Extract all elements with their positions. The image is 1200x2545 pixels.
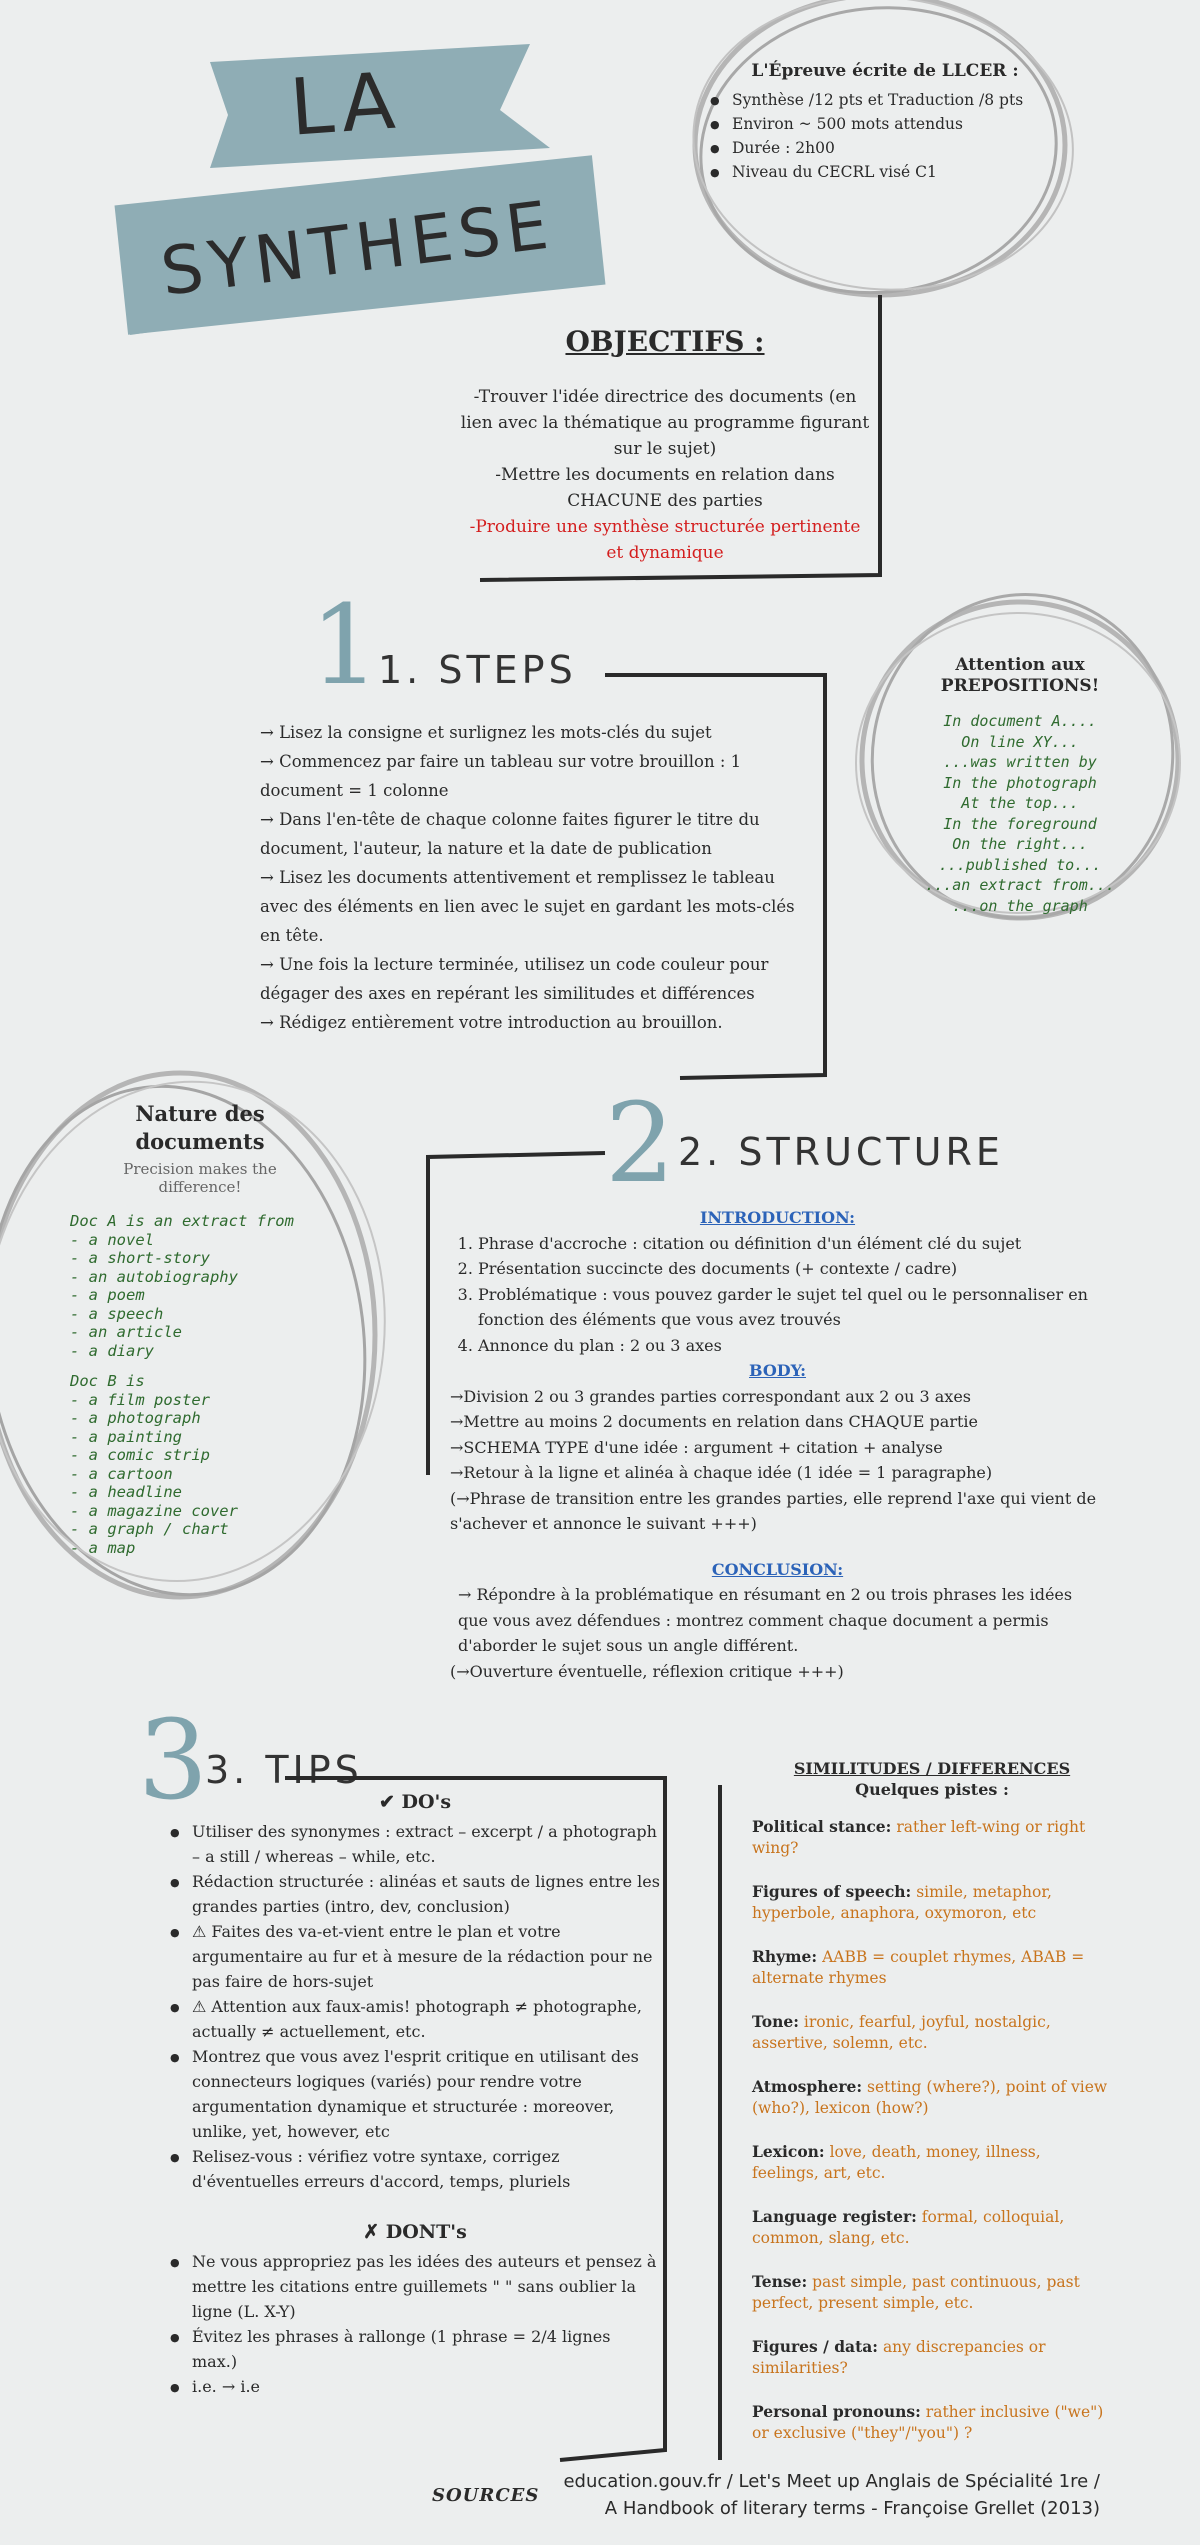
exam-item: ● Synthèse /12 pts et Traduction /8 pts — [710, 88, 1060, 112]
similitude-row — [752, 2336, 1112, 2379]
preposition-item: ...was written by — [943, 753, 1097, 771]
tips-box — [170, 1790, 660, 2399]
nature-item: - an autobiography — [70, 1267, 238, 1286]
similitude-value: simile, metaphor, hyperbole, anaphora, oxymoron, etc — [752, 1883, 1052, 1922]
preposition-item: At the top... — [961, 794, 1079, 812]
body-item: →Division 2 ou 3 grandes parties correspondant aux 2 ou 3 axes — [450, 1386, 971, 1406]
similitude-key: Figures of speech: — [752, 1882, 912, 1901]
similitude-row — [752, 2401, 1112, 2444]
prepositions-box — [900, 655, 1140, 916]
similitude-value: setting (where?), point of view (who?), lexicon (how?) — [752, 2078, 1108, 2117]
nature-item: - a film poster — [70, 1390, 210, 1409]
donts-head: ✗ DONT's — [363, 2221, 467, 2243]
nature-item: - a headline — [70, 1483, 182, 1501]
intro-list — [450, 1231, 1105, 1359]
prepositions-list — [900, 711, 1140, 916]
steps-item: → Rédigez entièrement votre introduction au brouillon. — [260, 1013, 723, 1032]
nature-item: - a comic strip — [70, 1446, 210, 1464]
preposition-item: ...an extract from... — [925, 876, 1115, 894]
sources-label: SOURCES — [432, 2485, 540, 2506]
similitude-key: Language register: — [752, 2207, 917, 2226]
dos-item: ● ⚠ Attention aux faux-amis! photograph ≠ photographe, actually ≠ actuellement, etc. — [170, 1994, 660, 2044]
similitude-row — [752, 2206, 1112, 2249]
objectifs-line1: -Trouver l'idée directrice des documents (en lien avec la thématique au programme figurant sur le sujet) — [460, 387, 870, 459]
dos-item: ● Utiliser des synonymes : extract – excerpt / a photograph – a still / whereas – while, etc. — [170, 1819, 660, 1869]
body-item: →Mettre au moins 2 documents en relation dans CHAQUE partie — [450, 1412, 978, 1431]
similitudes-box — [752, 1758, 1112, 2466]
dos-item: ● Montrez que vous avez l'esprit critique en utilisant des connecteurs logiques (variés) pour rendre votre argumentation dynamique et structurée : moreover, unlike, yet, however, etc — [170, 2044, 660, 2144]
similitude-key: Lexicon: — [752, 2142, 825, 2161]
donts-item: ● i.e. → i.e — [170, 2374, 660, 2399]
intro-item: 1. Phrase d'accroche : citation ou définition d'un élément clé du sujet — [478, 1231, 1105, 1257]
nature-item: - an article — [70, 1323, 182, 1341]
preposition-item: In the foreground — [943, 814, 1097, 833]
similitude-key: Atmosphere: — [752, 2077, 863, 2096]
similitudes-frame — [705, 1780, 745, 2470]
exam-item: ● Niveau du CECRL visé C1 — [710, 160, 1060, 184]
tips-number: 3 — [138, 1696, 208, 1824]
prepositions-title: Attention aux PREPOSITIONS! — [940, 655, 1100, 696]
similitude-row — [752, 1946, 1112, 1989]
exam-list — [710, 88, 1060, 184]
similitude-key: Tense: — [752, 2272, 808, 2291]
exam-box — [710, 58, 1060, 184]
preposition-item: In document A.... — [943, 712, 1097, 730]
intro-item: 2. Présentation succincte des documents (+ contexte / cadre) — [478, 1256, 1105, 1282]
nature-item: - a short-story — [70, 1249, 210, 1267]
dos-item: ● Relisez-vous : vérifiez votre syntaxe, corrigez d'éventuelles erreurs d'accord, temps, pluriels — [170, 2144, 660, 2194]
similitudes-title: SIMILITUDES / DIFFERENCES — [793, 1759, 1071, 1778]
similitude-row — [752, 2011, 1112, 2054]
nature-title: Nature des documents — [135, 1101, 265, 1154]
nature-item: - a graph / chart — [70, 1520, 229, 1538]
exam-title: L'Épreuve écrite de LLCER : — [751, 61, 1019, 81]
donts-item: ● Évitez les phrases à rallonge (1 phrase = 2/4 lignes max.) — [170, 2324, 660, 2374]
nature-group2-head: Doc B is — [70, 1372, 145, 1390]
sources-line2: A Handbook of literary terms - Françoise Grellet (2013) — [604, 2498, 1100, 2519]
similitude-value: formal, colloquial, common, slang, etc. — [752, 2208, 1065, 2247]
dos-list — [170, 1819, 660, 2194]
nature-item: - a novel — [70, 1230, 154, 1249]
similitude-value: ironic, fearful, joyful, nostalgic, assertive, solemn, etc. — [752, 2013, 1051, 2052]
structure-box — [450, 1205, 1105, 1684]
steps-number: 1 — [310, 581, 380, 709]
steps-title: 1. STEPS — [378, 648, 577, 692]
nature-item: - a photograph — [70, 1409, 201, 1427]
preposition-item: In the photograph — [943, 773, 1097, 792]
similitude-key: Rhyme: — [752, 1947, 818, 1966]
nature-group2 — [70, 1372, 330, 1557]
sources-text — [540, 2468, 1100, 2522]
sources-line1: education.gouv.fr / Let's Meet up Anglais de Spécialité 1re / — [563, 2471, 1100, 2492]
steps-item: → Une fois la lecture terminée, utilisez un code couleur pour dégager des axes en repérant les similitudes et différences — [260, 955, 769, 1003]
similitude-value: AABB = couplet rhymes, ABAB = alternate rhymes — [752, 1948, 1085, 1987]
steps-item: → Lisez les documents attentivement et remplissez le tableau avec des éléments en lien avec le sujet en gardant les mots-clés en tête. — [260, 868, 795, 945]
body-head: BODY: — [749, 1361, 806, 1380]
exam-item: ● Environ ~ 500 mots attendus — [710, 112, 1060, 136]
donts-item: ● Ne vous appropriez pas les idées des auteurs et pensez à mettre les citations entre guillemets " " sans oublier la ligne (L. X-Y) — [170, 2249, 660, 2324]
dos-item: ● Rédaction structurée : alinéas et sauts de lignes entre les grandes parties (intro, dev, conclusion) — [170, 1869, 660, 1919]
nature-item: - a speech — [70, 1304, 164, 1323]
similitude-row — [752, 2271, 1112, 2314]
conclusion-item: (→Ouverture éventuelle, réflexion critique +++) — [450, 1661, 844, 1681]
similitude-key: Personal pronouns: — [752, 2402, 921, 2421]
similitude-row — [752, 1816, 1112, 1859]
intro-item: 4. Annonce du plan : 2 ou 3 axes — [478, 1333, 1105, 1359]
preposition-item: ...on the graph — [952, 896, 1088, 915]
body-item: →SCHEMA TYPE d'une idée : argument + citation + analyse — [450, 1437, 943, 1457]
nature-item: - a poem — [70, 1286, 145, 1304]
steps-item: → Dans l'en-tête de chaque colonne faites figurer le titre du document, l'auteur, la nature et la date de publication — [260, 810, 760, 858]
nature-subtitle: Precision makes the difference! — [123, 1160, 277, 1196]
similitude-value: rather inclusive ("we") or exclusive ("they"/"you") ? — [752, 2403, 1104, 2442]
objectifs-title: OBJECTIFS : — [565, 325, 765, 358]
similitudes-subtitle: Quelques pistes : — [855, 1780, 1009, 1799]
banner-title-la: LA — [286, 56, 404, 154]
nature-item: - a map — [70, 1538, 136, 1557]
similitude-row — [752, 2076, 1112, 2119]
donts-list — [170, 2249, 660, 2399]
objectifs-box — [460, 325, 870, 566]
preposition-item: ...published to... — [938, 855, 1102, 874]
dos-head: ✔ DO's — [378, 1791, 452, 1813]
similitude-row — [752, 1881, 1112, 1924]
similitude-value: any discrepancies or similarities? — [752, 2338, 1046, 2377]
nature-item: - a magazine cover — [70, 1501, 238, 1520]
exam-item: ● Durée : 2h00 — [710, 136, 1060, 160]
similitude-value: rather left-wing or right wing? — [752, 1818, 1086, 1857]
body-item: →Retour à la ligne et alinéa à chaque idée (1 idée = 1 paragraphe) — [450, 1463, 993, 1482]
nature-item: - a cartoon — [70, 1464, 173, 1483]
nature-group1-head: Doc A is an extract from — [70, 1212, 294, 1230]
similitude-key: Tone: — [752, 2012, 799, 2031]
similitude-value: love, death, money, illness, feelings, art, etc. — [752, 2143, 1041, 2182]
nature-box — [70, 1100, 330, 1557]
dos-item: ● ⚠ Faites des va-et-vient entre le plan et votre argumentaire au fur et à mesure de la rédaction pour ne pas faire de hors-sujet — [170, 1919, 660, 1994]
tips-title: 3. TIPS — [205, 1748, 363, 1792]
preposition-item: On line XY... — [961, 732, 1079, 751]
conclusion-head: CONCLUSION: — [711, 1559, 844, 1579]
body-item: (→Phrase de transition entre les grandes parties, elle reprend l'axe qui vient de s'achever et annonce le suivant +++) — [450, 1488, 1097, 1533]
similitude-key: Figures / data: — [752, 2337, 879, 2356]
similitude-value: past simple, past continuous, past perfect, present simple, etc. — [752, 2273, 1080, 2312]
structure-number: 2 — [605, 1079, 675, 1207]
nature-item: - a diary — [70, 1341, 154, 1360]
objectifs-line2: -Mettre les documents en relation dans CHACUNE des parties — [495, 465, 835, 511]
similitude-row — [752, 2141, 1112, 2184]
structure-title: 2. STRUCTURE — [678, 1130, 1004, 1174]
objectifs-line3: -Produire une synthèse structurée pertinente et dynamique — [469, 517, 861, 563]
steps-list — [260, 718, 800, 1037]
conclusion-item: → Répondre à la problématique en résumant en 2 ou trois phrases les idées que vous avez défendues : montrez comment chaque document a permis d'aborder le sujet sous un angle différent. — [458, 1585, 1073, 1655]
banner-title-synthese: SYNTHESE — [156, 186, 559, 311]
steps-item: → Commencez par faire un tableau sur votre brouillon : 1 document = 1 colonne — [260, 752, 742, 800]
nature-item: - a painting — [70, 1427, 182, 1446]
steps-item: → Lisez la consigne et surlignez les mots-clés du sujet — [260, 723, 712, 742]
intro-head: INTRODUCTION: — [699, 1208, 856, 1227]
similitude-key: Political stance: — [752, 1817, 892, 1836]
preposition-item: On the right... — [952, 835, 1088, 853]
intro-item: 3. Problématique : vous pouvez garder le sujet tel quel ou le personnaliser en fonction des éléments que vous avez trouvés — [478, 1282, 1105, 1333]
nature-group1 — [70, 1212, 330, 1360]
